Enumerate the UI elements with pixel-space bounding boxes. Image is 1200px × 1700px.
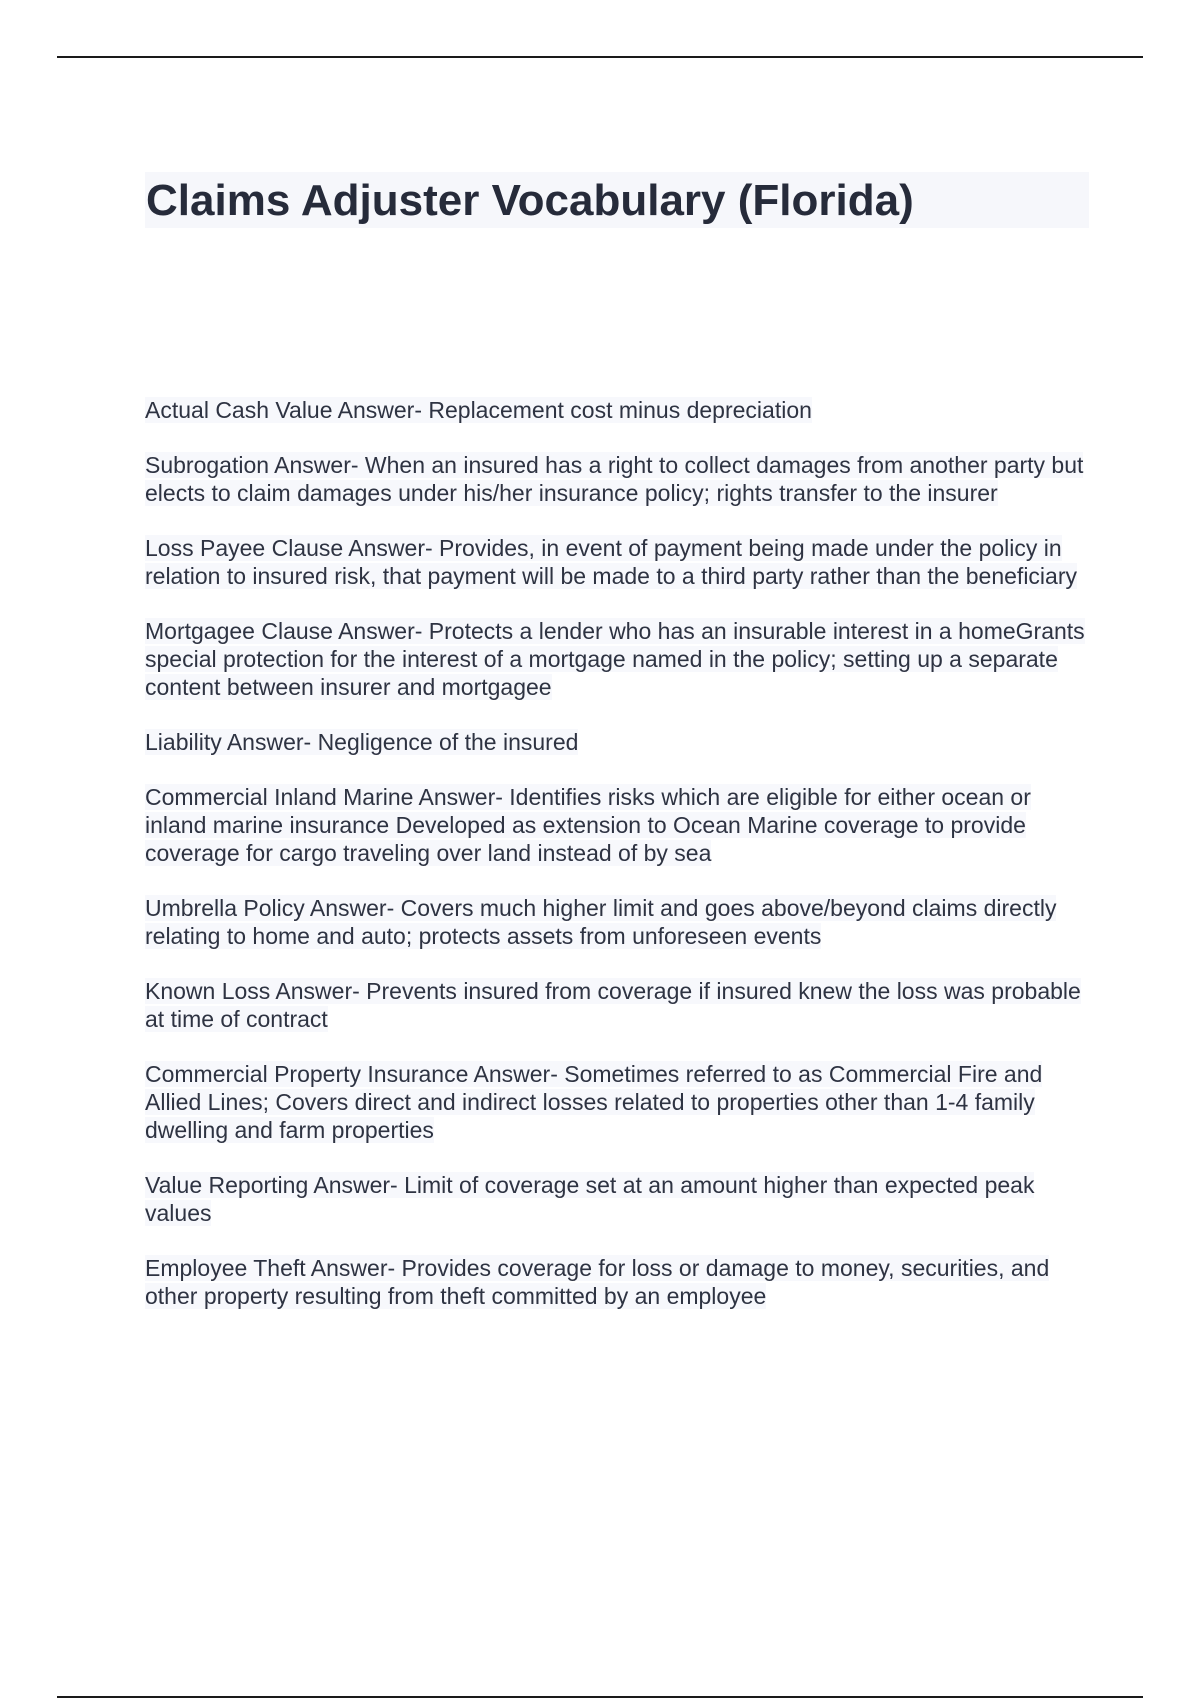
bottom-rule: [57, 1696, 1143, 1698]
vocab-entry: [145, 977, 1095, 1033]
vocab-entry-text: Value Reporting Answer- Limit of coverage set at an amount higher than expected peak values: [145, 1172, 1035, 1226]
vocab-entry: [145, 783, 1095, 867]
vocab-entry-text: Known Loss Answer- Prevents insured from coverage if insured knew the loss was probable at time of contract: [145, 978, 1081, 1032]
vocab-entry-text: Mortgagee Clause Answer- Protects a lender who has an insurable interest in a homeGrants special protection for the interest of a mortgage named in the policy; setting up a separate content between insurer and mortgagee: [145, 618, 1085, 700]
vocab-entry: [145, 617, 1095, 701]
vocab-entry-text: Liability Answer- Negligence of the insured: [145, 729, 579, 755]
vocab-entry: [145, 1171, 1095, 1227]
vocab-entry-text: Commercial Inland Marine Answer- Identifies risks which are eligible for either ocean or inland marine insurance Developed as extension to Ocean Marine coverage to provide coverage for cargo traveling over land instead of by sea: [145, 784, 1031, 866]
vocabulary-list: [145, 396, 1095, 1337]
vocab-entry: [145, 1254, 1095, 1310]
top-rule: [57, 56, 1143, 58]
vocab-entry: [145, 894, 1095, 950]
vocab-entry: [145, 1060, 1095, 1144]
vocab-entry-text: Actual Cash Value Answer- Replacement cost minus depreciation: [145, 397, 812, 423]
vocab-entry: [145, 451, 1095, 507]
vocab-entry-text: Loss Payee Clause Answer- Provides, in event of payment being made under the policy in relation to insured risk, that payment will be made to a third party rather than the beneficiary: [145, 535, 1077, 589]
vocab-entry: [145, 728, 1095, 756]
vocab-entry: [145, 534, 1095, 590]
vocab-entry-text: Employee Theft Answer- Provides coverage for loss or damage to money, securities, and other property resulting from theft committed by an employee: [145, 1255, 1050, 1309]
vocab-entry-text: Commercial Property Insurance Answer- Sometimes referred to as Commercial Fire and Allied Lines; Covers direct and indirect losses related to properties other than 1-4 family dwelling and farm properties: [145, 1061, 1043, 1143]
vocab-entry: [145, 396, 1095, 424]
vocab-entry-text: Umbrella Policy Answer- Covers much higher limit and goes above/beyond claims directly relating to home and auto; protects assets from unforeseen events: [145, 895, 1057, 949]
page-title: Claims Adjuster Vocabulary (Florida): [146, 176, 914, 225]
vocab-entry-text: Subrogation Answer- When an insured has a right to collect damages from another party but elects to claim damages under his/her insurance policy; rights transfer to the insurer: [145, 452, 1084, 506]
